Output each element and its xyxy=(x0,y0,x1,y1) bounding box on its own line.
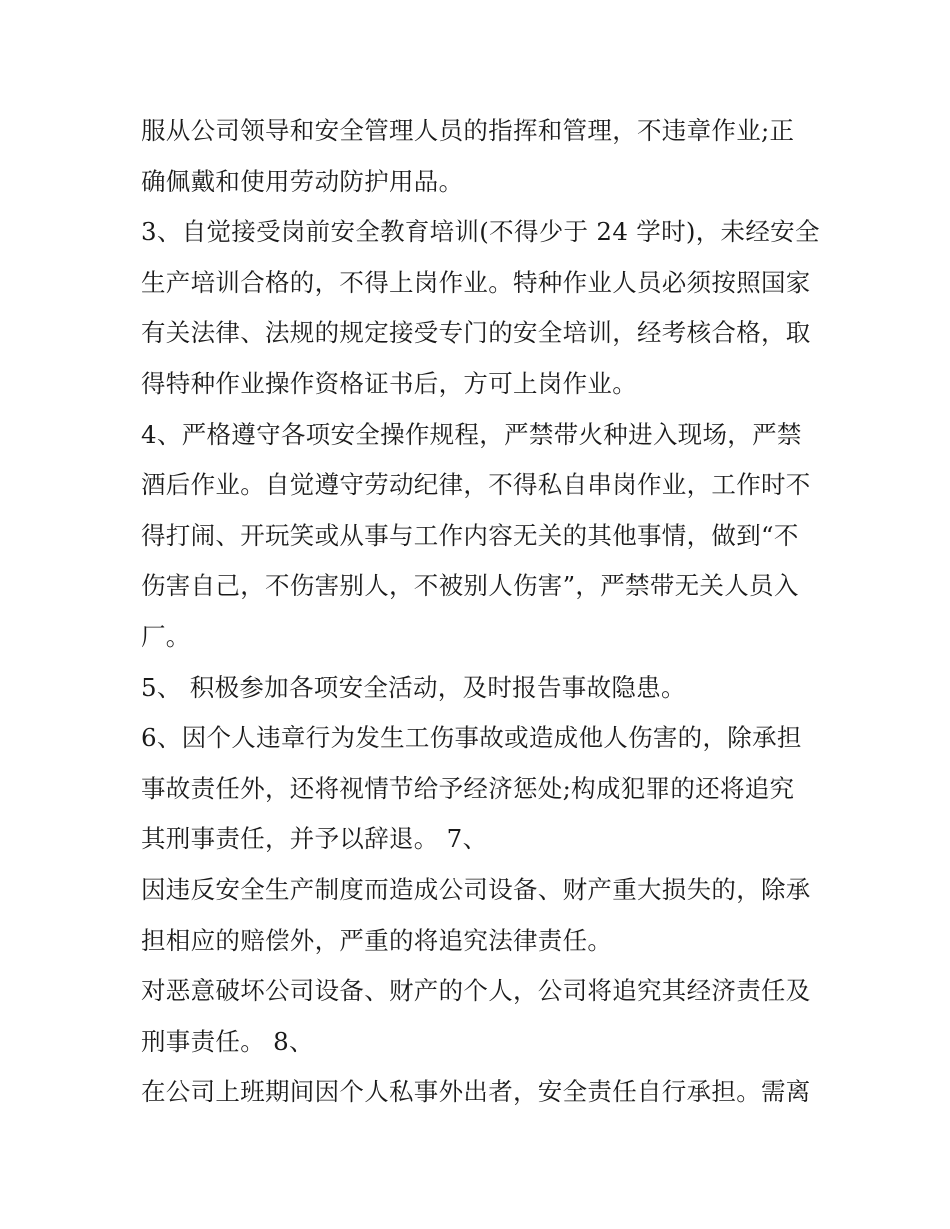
text-line: 在公司上班期间因个人私事外出者，安全责任自行承担。需离 xyxy=(141,1077,811,1107)
text-line: 得打闹、开玩笑或从事与工作内容无关的其他事情，做到“不 xyxy=(141,520,799,550)
text-line: 其刑事责任，并予以辞退。 7、 xyxy=(141,824,488,854)
text-line: 4、严格遵守各项安全操作规程，严禁带火种进入现场，严禁 xyxy=(141,419,802,449)
text-line: 厂。 xyxy=(141,621,191,651)
text-line: 担相应的赔偿外，严重的将追究法律责任。 xyxy=(141,925,613,955)
text-line: 酒后作业。自觉遵守劳动纪律，不得私自串岗作业，工作时不 xyxy=(141,470,811,500)
text-line: 5、 积极参加各项安全活动，及时报告事故隐患。 xyxy=(141,672,686,702)
text-line: 3、自觉接受岗前安全教育培训(不得少于 24 学时)，未经安全 xyxy=(141,217,820,247)
text-line: 服从公司领导和安全管理人员的指挥和管理，不违章作业;正 xyxy=(141,116,795,145)
text-line: 事故责任外，还将视情节给予经济惩处;构成犯罪的还将追究 xyxy=(141,773,795,803)
text-line: 对恶意破坏公司设备、财产的个人，公司将追究其经济责任及 xyxy=(141,976,811,1006)
text-line: 生产培训合格的，不得上岗作业。特种作业人员必须按照国家 xyxy=(141,267,811,297)
text-line: 刑事责任。 8、 xyxy=(141,1026,314,1056)
text-line: 得特种作业操作资格证书后，方可上岗作业。 xyxy=(141,368,637,398)
text-line: 伤害自己，不伤害别人，不被别人伤害”，严禁带无关人员入 xyxy=(141,571,799,601)
text-line: 6、因个人违章行为发生工伤事故或造成他人伤害的，除承担 xyxy=(141,723,802,753)
document-body xyxy=(141,106,831,1118)
text-line: 确佩戴和使用劳动防护用品。 xyxy=(141,166,464,196)
text-line: 有关法律、法规的规定接受专门的安全培训，经考核合格，取 xyxy=(141,318,811,348)
text-line: 因违反安全生产制度而造成公司设备、财产重大损失的，除承 xyxy=(141,874,811,904)
